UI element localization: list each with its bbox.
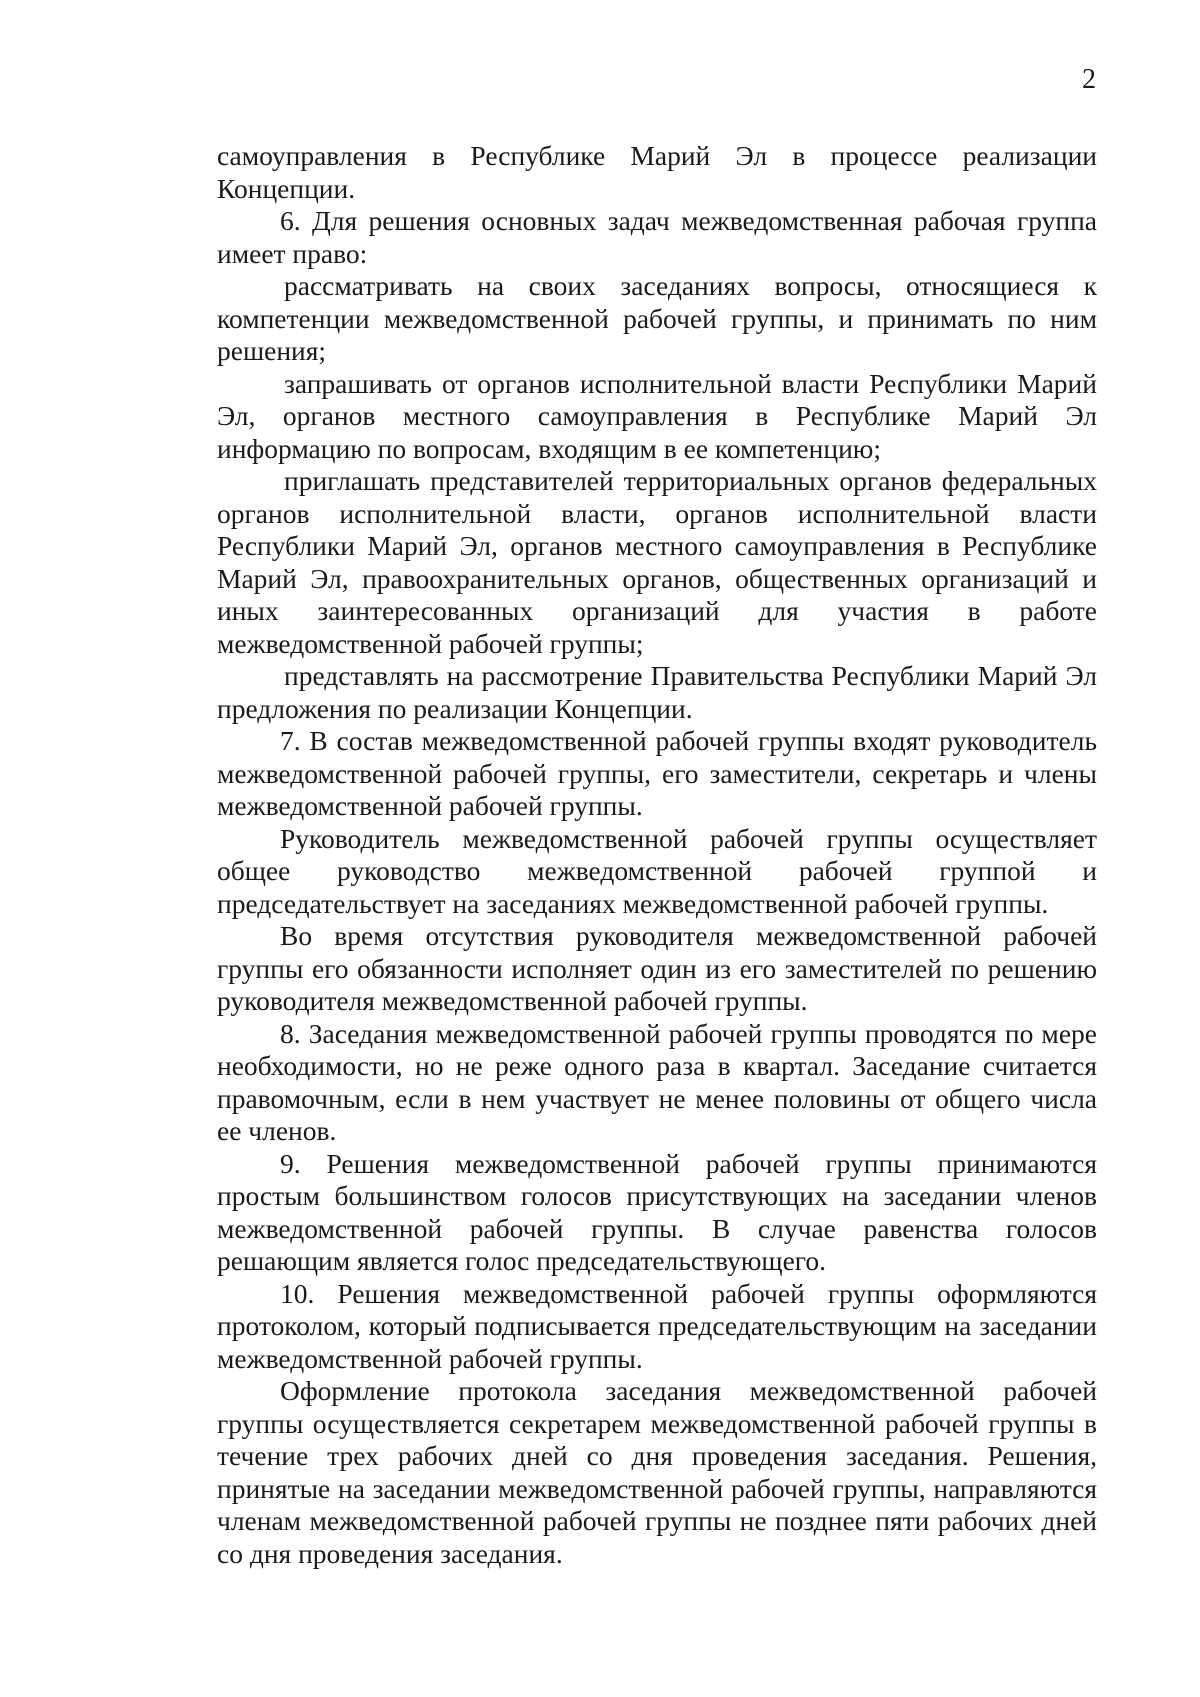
paragraph-right-consider: рассматривать на своих заседаниях вопросы, относящиеся к компетенции межведомственной рабочей группы, и принимать по ним решения; (217, 270, 1097, 366)
paragraph-protocol: Оформление протокола заседания межведомственной рабочей группы осуществляется секретарем межведомственной рабочей группы в течение трех рабочих дней со дня проведения заседания. Решения, принятые на заседании межведомственной рабочей группы, направляются членам межведомственной рабочей группы не позднее пяти рабочих дней со дня проведения заседания. (217, 1375, 1097, 1569)
paragraph-right-request: запрашивать от органов исполнительной власти Республики Марий Эл, органов местного самоуправления в Республике Марий Эл информацию по вопросам, входящим в ее компетенцию; (217, 367, 1097, 464)
paragraph-right-invite: приглашать представителей территориальных органов федеральных органов исполнительной власти, органов исполнительной власти Республики Марий Эл, органов местного самоуправления в Республике Марий Эл, правоохранительных органов, общественных организаций и иных заинтересованных организаций для участия в работе межведомственной рабочей группы; (217, 465, 1097, 659)
paragraph-right-submit: представлять на рассмотрение Правительства Республики Марий Эл предложения по реализации Концепции. (217, 660, 1097, 724)
paragraph-head-role: Руководитель межведомственной рабочей группы осуществляет общее руководство межведомственной рабочей группой и председательствует на заседаниях межведомственной рабочей группы. (217, 822, 1097, 919)
paragraph-continuation: самоуправления в Республике Марий Эл в процессе реализации Концепции. (217, 140, 1097, 204)
page-number: 2 (1082, 64, 1096, 95)
paragraph-item-7: 7. В состав межведомственной рабочей группы входят руководитель межведомственной рабочей группы, его заместители, секретарь и члены межведомственной рабочей группы. (217, 725, 1097, 821)
paragraph-head-absence: Во время отсутствия руководителя межведомственной рабочей группы его обязанности исполняет один из его заместителей по решению руководителя межведомственной рабочей группы. (217, 920, 1097, 1016)
paragraph-item-9: 9. Решения межведомственной рабочей группы принимаются простым большинством голосов присутствующих на заседании членов межведомственной рабочей группы. В случае равенства голосов решающим является голос председательствующего. (217, 1147, 1097, 1276)
document-body (217, 140, 1097, 1570)
paragraph-item-6: 6. Для решения основных задач межведомственная рабочая группа имеет право: (217, 205, 1097, 269)
paragraph-item-10: 10. Решения межведомственной рабочей группы оформляются протоколом, который подписывается председательствующим на заседании межведомственной рабочей группы. (217, 1277, 1097, 1374)
paragraph-item-8: 8. Заседания межведомственной рабочей группы проводятся по мере необходимости, но не реже одного раза в квартал. Заседание считается правомочным, если в нем участвует не менее половины от общего числа ее членов. (217, 1017, 1097, 1146)
